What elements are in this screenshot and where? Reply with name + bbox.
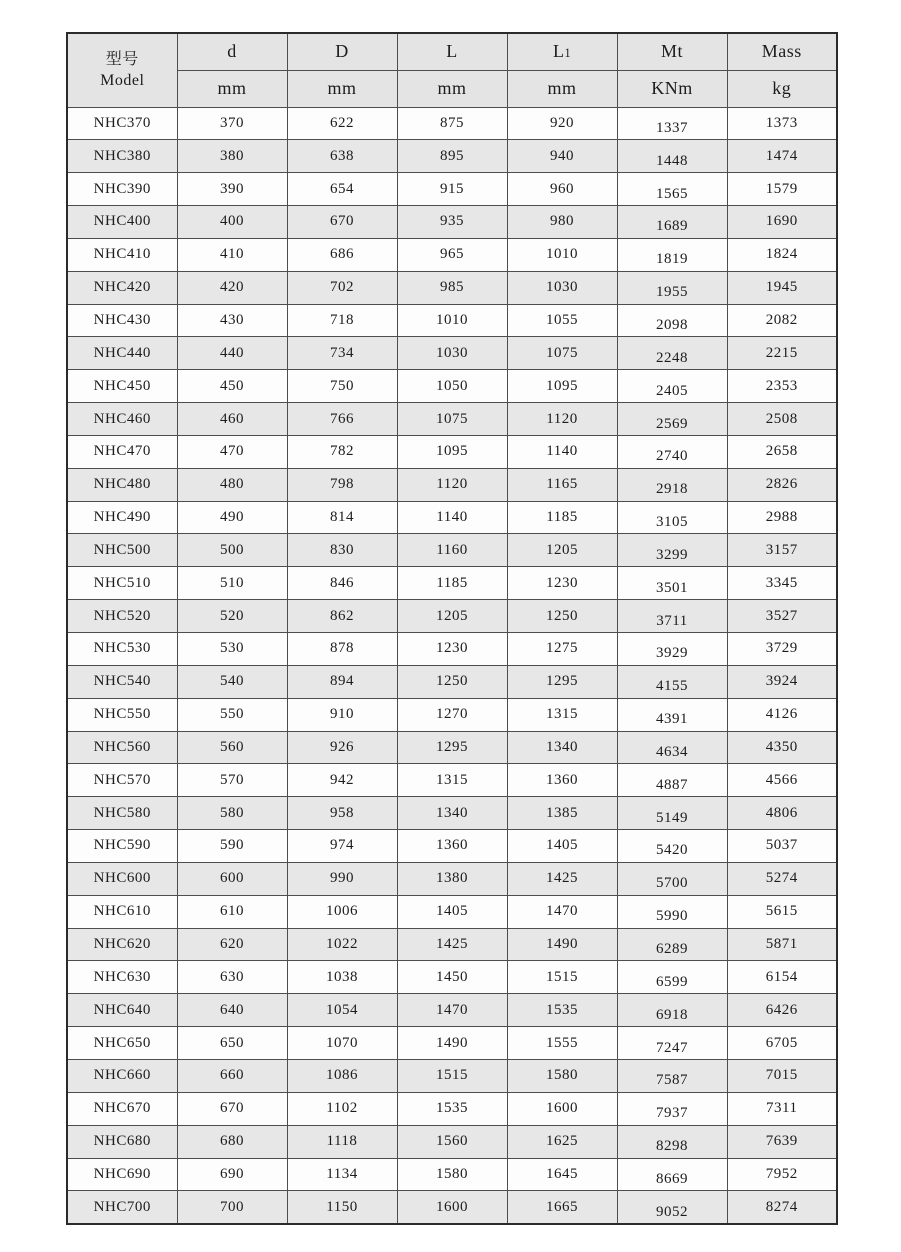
- cell-L: 1030: [397, 337, 507, 370]
- cell-L1: 920: [507, 107, 617, 140]
- cell-L1: 940: [507, 140, 617, 173]
- cell-Mt: 5420: [617, 830, 727, 863]
- cell-Mass: 2988: [727, 501, 837, 534]
- cell-L: 1315: [397, 764, 507, 797]
- cell-Mt: 2248: [617, 337, 727, 370]
- cell-L1: 1645: [507, 1158, 617, 1191]
- cell-d: 390: [177, 173, 287, 206]
- cell-L: 1010: [397, 304, 507, 337]
- table-row: [67, 994, 837, 1027]
- cell-model: NHC530: [67, 633, 177, 666]
- cell-D: 846: [287, 567, 397, 600]
- cell-d: 520: [177, 600, 287, 633]
- cell-Mt: 3299: [617, 534, 727, 567]
- cell-model: NHC470: [67, 435, 177, 468]
- column-header-d: d: [177, 33, 287, 70]
- column-header-model: [67, 33, 177, 107]
- cell-Mass: 3157: [727, 534, 837, 567]
- cell-D: 942: [287, 764, 397, 797]
- cell-L1: 1425: [507, 862, 617, 895]
- cell-D: 1086: [287, 1059, 397, 1092]
- cell-L1: 1295: [507, 665, 617, 698]
- cell-model: NHC650: [67, 1027, 177, 1060]
- table-row: [67, 403, 837, 436]
- cell-Mt: 9052: [617, 1191, 727, 1224]
- cell-model: NHC590: [67, 830, 177, 863]
- cell-D: 878: [287, 633, 397, 666]
- cell-d: 640: [177, 994, 287, 1027]
- cell-Mass: 5274: [727, 862, 837, 895]
- table-row: [67, 928, 837, 961]
- cell-Mt: 4391: [617, 698, 727, 731]
- cell-Mt: 3711: [617, 600, 727, 633]
- cell-model: NHC450: [67, 370, 177, 403]
- cell-Mt: 4887: [617, 764, 727, 797]
- cell-d: 430: [177, 304, 287, 337]
- cell-model: NHC430: [67, 304, 177, 337]
- cell-L: 1450: [397, 961, 507, 994]
- cell-D: 734: [287, 337, 397, 370]
- spec-table: [66, 32, 838, 1225]
- cell-D: 798: [287, 468, 397, 501]
- column-header-Mass: Mass: [727, 33, 837, 70]
- cell-Mass: 6705: [727, 1027, 837, 1060]
- cell-L1: 960: [507, 173, 617, 206]
- header-row-units: [67, 70, 837, 107]
- cell-L: 1340: [397, 797, 507, 830]
- column-header-subscript: 1: [564, 46, 572, 61]
- cell-Mt: 3105: [617, 501, 727, 534]
- cell-d: 510: [177, 567, 287, 600]
- cell-L1: 1555: [507, 1027, 617, 1060]
- cell-D: 686: [287, 238, 397, 271]
- cell-model: NHC550: [67, 698, 177, 731]
- cell-L: 1470: [397, 994, 507, 1027]
- cell-model: NHC580: [67, 797, 177, 830]
- cell-L1: 1535: [507, 994, 617, 1027]
- cell-L1: 1095: [507, 370, 617, 403]
- table-row: [67, 468, 837, 501]
- cell-Mass: 1373: [727, 107, 837, 140]
- column-header-Mt: Mt: [617, 33, 727, 70]
- cell-L: 1580: [397, 1158, 507, 1191]
- cell-d: 530: [177, 633, 287, 666]
- cell-Mass: 5615: [727, 895, 837, 928]
- cell-Mass: 2215: [727, 337, 837, 370]
- cell-L1: 1340: [507, 731, 617, 764]
- cell-L: 1075: [397, 403, 507, 436]
- cell-D: 766: [287, 403, 397, 436]
- cell-model: NHC520: [67, 600, 177, 633]
- cell-L1: 1315: [507, 698, 617, 731]
- cell-L1: 1120: [507, 403, 617, 436]
- cell-L: 1250: [397, 665, 507, 698]
- column-unit-d: mm: [177, 70, 287, 107]
- cell-L: 1095: [397, 435, 507, 468]
- cell-model: NHC640: [67, 994, 177, 1027]
- table-row: [67, 173, 837, 206]
- cell-Mt: 2569: [617, 403, 727, 436]
- cell-Mass: 1945: [727, 271, 837, 304]
- cell-L1: 1385: [507, 797, 617, 830]
- cell-d: 550: [177, 698, 287, 731]
- cell-Mt: 7587: [617, 1059, 727, 1092]
- cell-model: NHC460: [67, 403, 177, 436]
- cell-L: 1560: [397, 1125, 507, 1158]
- cell-Mass: 4126: [727, 698, 837, 731]
- cell-D: 1070: [287, 1027, 397, 1060]
- cell-model: NHC490: [67, 501, 177, 534]
- cell-L1: 1665: [507, 1191, 617, 1224]
- cell-model: NHC540: [67, 665, 177, 698]
- cell-L1: 1470: [507, 895, 617, 928]
- cell-L: 935: [397, 206, 507, 239]
- cell-D: 718: [287, 304, 397, 337]
- cell-Mass: 2658: [727, 435, 837, 468]
- cell-Mass: 4806: [727, 797, 837, 830]
- cell-L: 1230: [397, 633, 507, 666]
- table-row: [67, 567, 837, 600]
- cell-model: NHC440: [67, 337, 177, 370]
- table-row: [67, 1059, 837, 1092]
- cell-D: 1118: [287, 1125, 397, 1158]
- cell-L1: 1360: [507, 764, 617, 797]
- cell-D: 702: [287, 271, 397, 304]
- cell-d: 610: [177, 895, 287, 928]
- cell-L1: 1405: [507, 830, 617, 863]
- cell-model: NHC610: [67, 895, 177, 928]
- cell-d: 410: [177, 238, 287, 271]
- cell-L1: 1055: [507, 304, 617, 337]
- cell-model: NHC620: [67, 928, 177, 961]
- cell-D: 1022: [287, 928, 397, 961]
- cell-d: 460: [177, 403, 287, 436]
- cell-Mt: 1337: [617, 107, 727, 140]
- cell-L: 1205: [397, 600, 507, 633]
- cell-d: 420: [177, 271, 287, 304]
- cell-Mass: 7639: [727, 1125, 837, 1158]
- cell-Mt: 3929: [617, 633, 727, 666]
- cell-model: NHC420: [67, 271, 177, 304]
- cell-Mt: 8669: [617, 1158, 727, 1191]
- cell-L1: 1010: [507, 238, 617, 271]
- cell-Mt: 1819: [617, 238, 727, 271]
- cell-Mass: 8274: [727, 1191, 837, 1224]
- cell-D: 622: [287, 107, 397, 140]
- cell-D: 1006: [287, 895, 397, 928]
- cell-D: 1038: [287, 961, 397, 994]
- cell-Mt: 1448: [617, 140, 727, 173]
- cell-D: 958: [287, 797, 397, 830]
- cell-L: 1535: [397, 1092, 507, 1125]
- cell-model: NHC390: [67, 173, 177, 206]
- cell-D: 782: [287, 435, 397, 468]
- cell-L1: 1490: [507, 928, 617, 961]
- cell-L1: 1625: [507, 1125, 617, 1158]
- cell-model: NHC510: [67, 567, 177, 600]
- cell-Mass: 1579: [727, 173, 837, 206]
- cell-D: 814: [287, 501, 397, 534]
- cell-d: 670: [177, 1092, 287, 1125]
- cell-D: 670: [287, 206, 397, 239]
- cell-Mt: 7937: [617, 1092, 727, 1125]
- cell-d: 620: [177, 928, 287, 961]
- table-row: [67, 895, 837, 928]
- table-row: [67, 435, 837, 468]
- table-row: [67, 271, 837, 304]
- column-header-L: L: [397, 33, 507, 70]
- cell-L1: 1165: [507, 468, 617, 501]
- cell-d: 570: [177, 764, 287, 797]
- column-unit-L1: mm: [507, 70, 617, 107]
- cell-D: 862: [287, 600, 397, 633]
- cell-Mt: 3501: [617, 567, 727, 600]
- table-row: [67, 304, 837, 337]
- column-unit-Mass: kg: [727, 70, 837, 107]
- table-row: [67, 862, 837, 895]
- cell-Mt: 2405: [617, 370, 727, 403]
- cell-d: 400: [177, 206, 287, 239]
- cell-Mt: 2740: [617, 435, 727, 468]
- table-row: [67, 370, 837, 403]
- cell-Mass: 7015: [727, 1059, 837, 1092]
- cell-Mass: 7311: [727, 1092, 837, 1125]
- cell-D: 974: [287, 830, 397, 863]
- cell-d: 700: [177, 1191, 287, 1224]
- cell-Mass: 6426: [727, 994, 837, 1027]
- cell-L: 985: [397, 271, 507, 304]
- cell-Mt: 7247: [617, 1027, 727, 1060]
- cell-Mass: 2353: [727, 370, 837, 403]
- cell-Mt: 5990: [617, 895, 727, 928]
- cell-model: NHC630: [67, 961, 177, 994]
- cell-L: 1600: [397, 1191, 507, 1224]
- cell-Mass: 2508: [727, 403, 837, 436]
- cell-L1: 1205: [507, 534, 617, 567]
- column-header-D: D: [287, 33, 397, 70]
- cell-d: 440: [177, 337, 287, 370]
- cell-D: 830: [287, 534, 397, 567]
- table-row: [67, 501, 837, 534]
- cell-Mt: 1565: [617, 173, 727, 206]
- cell-L1: 1030: [507, 271, 617, 304]
- table-row: [67, 633, 837, 666]
- cell-d: 660: [177, 1059, 287, 1092]
- cell-Mass: 3527: [727, 600, 837, 633]
- cell-L1: 1250: [507, 600, 617, 633]
- cell-Mt: 5149: [617, 797, 727, 830]
- cell-model: NHC560: [67, 731, 177, 764]
- cell-Mass: 4566: [727, 764, 837, 797]
- table-row: [67, 140, 837, 173]
- cell-D: 894: [287, 665, 397, 698]
- model-label-zh: 型号: [105, 50, 139, 68]
- cell-L: 1050: [397, 370, 507, 403]
- column-header-L1: L1: [507, 33, 617, 70]
- cell-Mass: 5871: [727, 928, 837, 961]
- table-row: [67, 1092, 837, 1125]
- cell-L1: 1230: [507, 567, 617, 600]
- cell-D: 910: [287, 698, 397, 731]
- cell-Mt: 2918: [617, 468, 727, 501]
- cell-model: NHC690: [67, 1158, 177, 1191]
- cell-D: 1134: [287, 1158, 397, 1191]
- table-row: [67, 206, 837, 239]
- cell-d: 470: [177, 435, 287, 468]
- cell-L: 1360: [397, 830, 507, 863]
- cell-d: 450: [177, 370, 287, 403]
- cell-L: 915: [397, 173, 507, 206]
- table-row: [67, 1158, 837, 1191]
- cell-Mt: 4634: [617, 731, 727, 764]
- cell-d: 480: [177, 468, 287, 501]
- cell-Mt: 8298: [617, 1125, 727, 1158]
- cell-D: 654: [287, 173, 397, 206]
- table-row: [67, 698, 837, 731]
- cell-L: 965: [397, 238, 507, 271]
- cell-L: 1515: [397, 1059, 507, 1092]
- cell-Mass: 4350: [727, 731, 837, 764]
- cell-Mass: 3345: [727, 567, 837, 600]
- model-label-en: Model: [100, 72, 145, 90]
- cell-model: NHC370: [67, 107, 177, 140]
- cell-Mt: 6289: [617, 928, 727, 961]
- cell-L: 895: [397, 140, 507, 173]
- cell-D: 990: [287, 862, 397, 895]
- cell-Mass: 1824: [727, 238, 837, 271]
- cell-Mass: 1690: [727, 206, 837, 239]
- cell-D: 750: [287, 370, 397, 403]
- cell-D: 1150: [287, 1191, 397, 1224]
- cell-d: 690: [177, 1158, 287, 1191]
- cell-L1: 1600: [507, 1092, 617, 1125]
- cell-d: 560: [177, 731, 287, 764]
- cell-Mt: 1955: [617, 271, 727, 304]
- cell-L: 1185: [397, 567, 507, 600]
- cell-d: 630: [177, 961, 287, 994]
- cell-Mass: 2826: [727, 468, 837, 501]
- table-row: [67, 1027, 837, 1060]
- column-unit-D: mm: [287, 70, 397, 107]
- cell-d: 490: [177, 501, 287, 534]
- cell-model: NHC380: [67, 140, 177, 173]
- cell-D: 638: [287, 140, 397, 173]
- cell-L: 1405: [397, 895, 507, 928]
- cell-D: 926: [287, 731, 397, 764]
- cell-d: 580: [177, 797, 287, 830]
- cell-L: 1140: [397, 501, 507, 534]
- cell-d: 600: [177, 862, 287, 895]
- table-row: [67, 764, 837, 797]
- cell-model: NHC400: [67, 206, 177, 239]
- cell-Mass: 1474: [727, 140, 837, 173]
- cell-Mass: 6154: [727, 961, 837, 994]
- cell-model: NHC600: [67, 862, 177, 895]
- cell-L1: 1185: [507, 501, 617, 534]
- table-body: [67, 107, 837, 1224]
- cell-L1: 1140: [507, 435, 617, 468]
- cell-Mass: 3924: [727, 665, 837, 698]
- cell-L: 1120: [397, 468, 507, 501]
- cell-Mt: 5700: [617, 862, 727, 895]
- cell-L: 1295: [397, 731, 507, 764]
- cell-Mt: 4155: [617, 665, 727, 698]
- cell-Mass: 2082: [727, 304, 837, 337]
- cell-L: 1160: [397, 534, 507, 567]
- cell-model: NHC500: [67, 534, 177, 567]
- table-header: [67, 33, 837, 107]
- table-row: [67, 961, 837, 994]
- cell-L1: 1075: [507, 337, 617, 370]
- table-row: [67, 665, 837, 698]
- table-row: [67, 830, 837, 863]
- table-row: [67, 797, 837, 830]
- table-row: [67, 534, 837, 567]
- table-row: [67, 238, 837, 271]
- column-unit-L: mm: [397, 70, 507, 107]
- cell-Mass: 7952: [727, 1158, 837, 1191]
- cell-Mt: 6599: [617, 961, 727, 994]
- header-row-names: [67, 33, 837, 70]
- cell-D: 1102: [287, 1092, 397, 1125]
- cell-L1: 980: [507, 206, 617, 239]
- cell-d: 370: [177, 107, 287, 140]
- cell-model: NHC670: [67, 1092, 177, 1125]
- table-row: [67, 1125, 837, 1158]
- table-row: [67, 1191, 837, 1224]
- cell-Mass: 3729: [727, 633, 837, 666]
- cell-Mt: 1689: [617, 206, 727, 239]
- cell-D: 1054: [287, 994, 397, 1027]
- cell-model: NHC660: [67, 1059, 177, 1092]
- cell-L: 1490: [397, 1027, 507, 1060]
- cell-d: 680: [177, 1125, 287, 1158]
- cell-d: 380: [177, 140, 287, 173]
- cell-Mass: 5037: [727, 830, 837, 863]
- cell-L: 1380: [397, 862, 507, 895]
- table-row: [67, 600, 837, 633]
- cell-Mt: 6918: [617, 994, 727, 1027]
- cell-L: 1425: [397, 928, 507, 961]
- cell-d: 500: [177, 534, 287, 567]
- column-unit-Mt: KNm: [617, 70, 727, 107]
- cell-d: 590: [177, 830, 287, 863]
- cell-L: 1270: [397, 698, 507, 731]
- cell-d: 650: [177, 1027, 287, 1060]
- cell-model: NHC570: [67, 764, 177, 797]
- cell-d: 540: [177, 665, 287, 698]
- cell-model: NHC480: [67, 468, 177, 501]
- cell-model: NHC680: [67, 1125, 177, 1158]
- cell-L1: 1515: [507, 961, 617, 994]
- cell-L: 875: [397, 107, 507, 140]
- cell-model: NHC410: [67, 238, 177, 271]
- cell-model: NHC700: [67, 1191, 177, 1224]
- cell-L1: 1580: [507, 1059, 617, 1092]
- cell-L1: 1275: [507, 633, 617, 666]
- table-row: [67, 731, 837, 764]
- table-row: [67, 107, 837, 140]
- table-row: [67, 337, 837, 370]
- cell-Mt: 2098: [617, 304, 727, 337]
